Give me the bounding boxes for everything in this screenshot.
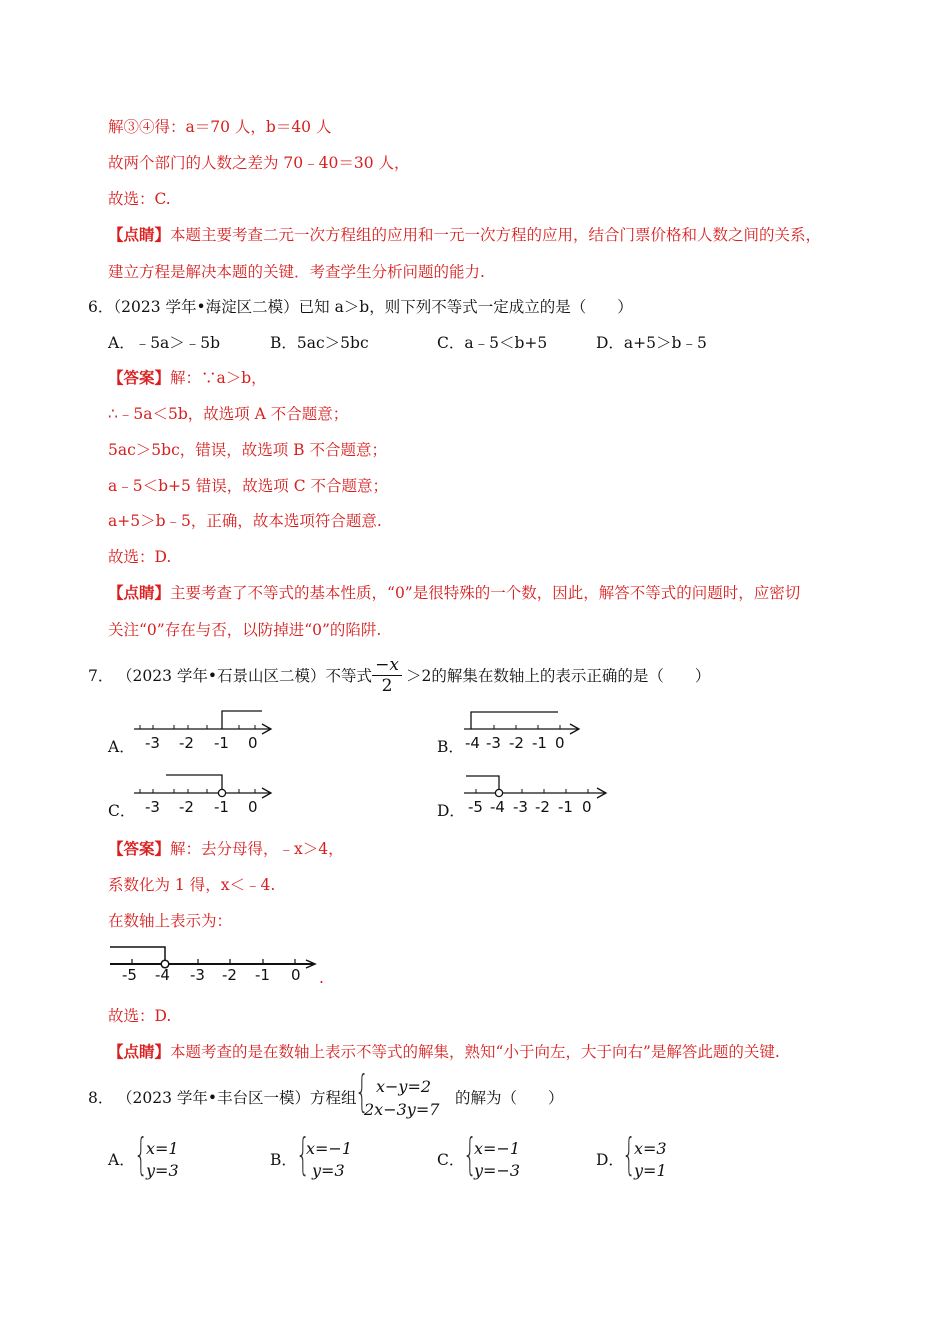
q7-answer-number-line — [110, 942, 320, 984]
q8-option-c-y: y=−3 — [474, 1161, 521, 1180]
q8-option-a-x: x=1 — [146, 1139, 179, 1158]
q7-stem-post: ＞2的解集在数轴上的表示正确的是（ ） — [406, 667, 711, 685]
q7-ans-tick-label: -4 — [155, 966, 170, 984]
q7-frac-den: 2 — [381, 676, 393, 696]
q6-comment-tag: 【点睛】 — [108, 583, 171, 602]
q7-a-tick-label: -3 — [145, 734, 160, 752]
q6-choose: 故选：D. — [108, 548, 172, 566]
q6-answer-3: 5ac＞5bc，错误，故选项 B 不合题意； — [108, 441, 387, 459]
q8-option-a-letter: A． — [108, 1151, 135, 1169]
q8-eq2: 2x−3y=7 — [364, 1100, 440, 1119]
q8-option-a-y: y=3 — [146, 1161, 179, 1180]
q7-a-tick-label: -2 — [179, 734, 194, 752]
q6-option-b: B．5ac＞5bc — [270, 334, 369, 352]
q7-option-a-letter: A． — [108, 738, 135, 756]
q7-option-a-number-line — [134, 708, 276, 752]
q8-option-c-brace: { — [463, 1129, 477, 1180]
q8-option-b-brace: { — [296, 1129, 310, 1180]
q7-option-d-number-line — [464, 772, 612, 816]
q8-stem-post: 的解为（ ） — [455, 1089, 564, 1107]
q7-d-tick-label: -2 — [535, 798, 550, 816]
q7-c-tick-label: -3 — [145, 798, 160, 816]
q8-option-d-y: y=1 — [634, 1161, 667, 1180]
q7-answer-2: 系数化为 1 得，x＜﹣4. — [108, 876, 276, 894]
q7-answer-tag: 【答案】 — [108, 839, 171, 858]
q7-stem-pre: （2023 学年•石景山区二模）不等式 — [117, 667, 373, 685]
q7-ans-tick-label: -5 — [122, 966, 137, 984]
q7-d-tick-label: 0 — [582, 798, 592, 816]
q8-option-c-x: x=−1 — [474, 1139, 521, 1158]
q7-b-tick-label: -2 — [509, 734, 524, 752]
q6-comment-1: 主要考查了不等式的基本性质，“0”是很特殊的一个数，因此，解答不等式的问题时，应密切 — [170, 584, 801, 602]
q8-option-c-letter: C． — [437, 1151, 465, 1169]
q6-question — [88, 297, 633, 317]
q7-option-c-letter: C． — [108, 802, 136, 820]
q6-option-d: D．a+5＞b﹣5 — [596, 334, 707, 352]
q7-choose: 故选：D. — [108, 1007, 172, 1025]
q7-option-b-letter: B． — [437, 738, 464, 756]
q7-d-tick-label: -3 — [513, 798, 528, 816]
q6-comment-2: 关注“0”存在与否，以防掉进“0”的陷阱. — [108, 621, 382, 639]
q7-d-tick-label: -4 — [490, 798, 505, 816]
q7-comment-tag: 【点睛】 — [108, 1042, 171, 1061]
q8-option-b-letter: B． — [270, 1151, 297, 1169]
q6-answer-tag: 【答案】 — [108, 368, 171, 387]
q8-option-b-x: x=−1 — [306, 1139, 353, 1158]
q7-d-tick-label: -1 — [558, 798, 573, 816]
q7-fraction — [372, 656, 402, 696]
q8-number: 8． — [88, 1089, 114, 1107]
q6-answer-2: ∴﹣5a＜5b，故选项 A 不合题意； — [108, 405, 349, 423]
q6-comment — [108, 583, 800, 603]
q7-a-tick-label: 0 — [248, 734, 258, 752]
q6-answer-5: a+5＞b﹣5，正确，故本选项符合题意. — [108, 512, 382, 530]
q7-d-tick-label: -5 — [468, 798, 483, 816]
q6-answer — [108, 368, 267, 388]
q7-c-tick-label: -1 — [214, 798, 229, 816]
q5-solve-line: 解③④得：a＝70 人，b＝40 人 — [108, 118, 332, 136]
q7-number: 7． — [88, 667, 114, 685]
q5-choose: 故选：C. — [108, 190, 171, 208]
q7-c-tick-label: 0 — [248, 798, 258, 816]
q8-system-brace: { — [355, 1066, 369, 1117]
q6-stem: （2023 学年•海淀区二模）已知 a＞b，则下列不等式一定成立的是（ ） — [113, 298, 633, 316]
q5-comment-1: 本题主要考查二元一次方程组的应用和一元一次方程的应用，结合门票价格和人数之间的关系， — [170, 226, 822, 244]
q7-b-tick-label: -3 — [486, 734, 501, 752]
q7-a-tick-label: -1 — [214, 734, 229, 752]
q8-option-d-letter: D． — [596, 1151, 624, 1169]
q7-ans-tick-label: -3 — [190, 966, 205, 984]
q8-option-a-brace: { — [134, 1129, 148, 1180]
q8-option-d-brace: { — [622, 1129, 636, 1180]
q6-number: 6． — [88, 298, 114, 316]
q8-stem-pre: （2023 学年•丰台区一模）方程组 — [117, 1089, 357, 1107]
q7-answer-period: . — [319, 969, 324, 987]
q7-option-c-number-line — [134, 772, 276, 816]
q7-option-d-letter: D． — [437, 802, 465, 820]
q7-frac-num: −x — [372, 656, 402, 676]
q7-option-b-number-line — [464, 708, 584, 752]
q8-eq1: x−y=2 — [376, 1077, 432, 1096]
q7-comment-1: 本题考查的是在数轴上表示不等式的解集，熟知“小于向左，大于向右”是解答此题的关键. — [170, 1043, 780, 1061]
q7-ans-tick-label: -2 — [222, 966, 237, 984]
q6-answer-4: a﹣5＜b+5 错误，故选项 C 不合题意； — [108, 477, 389, 495]
q5-comment-2: 建立方程是解决本题的关键．考查学生分析问题的能力. — [108, 263, 485, 281]
q6-option-a: A．﹣5a＞﹣5b — [108, 334, 221, 352]
q7-ans-tick-label: -1 — [255, 966, 270, 984]
q5-diff-line: 故两个部门的人数之差为 70﹣40＝30 人， — [108, 154, 410, 172]
q7-c-tick-label: -2 — [179, 798, 194, 816]
q7-b-tick-label: 0 — [555, 734, 565, 752]
q8-option-d-x: x=3 — [634, 1139, 667, 1158]
q7-answer — [108, 839, 344, 859]
q7-b-tick-label: -1 — [532, 734, 547, 752]
q7-ans-tick-label: 0 — [291, 966, 301, 984]
q6-answer-1: 解：∵a＞b， — [170, 369, 267, 387]
q5-comment — [108, 225, 821, 245]
q7-b-tick-label: -4 — [465, 734, 480, 752]
q7-answer-3: 在数轴上表示为： — [108, 912, 233, 930]
q7-comment — [108, 1042, 780, 1062]
q5-comment-tag: 【点睛】 — [108, 225, 171, 244]
q8-option-b-y: y=3 — [312, 1161, 345, 1180]
q6-option-c: C．a﹣5＜b+5 — [437, 334, 548, 352]
q7-answer-1: 解：去分母得，﹣x＞4， — [170, 840, 344, 858]
